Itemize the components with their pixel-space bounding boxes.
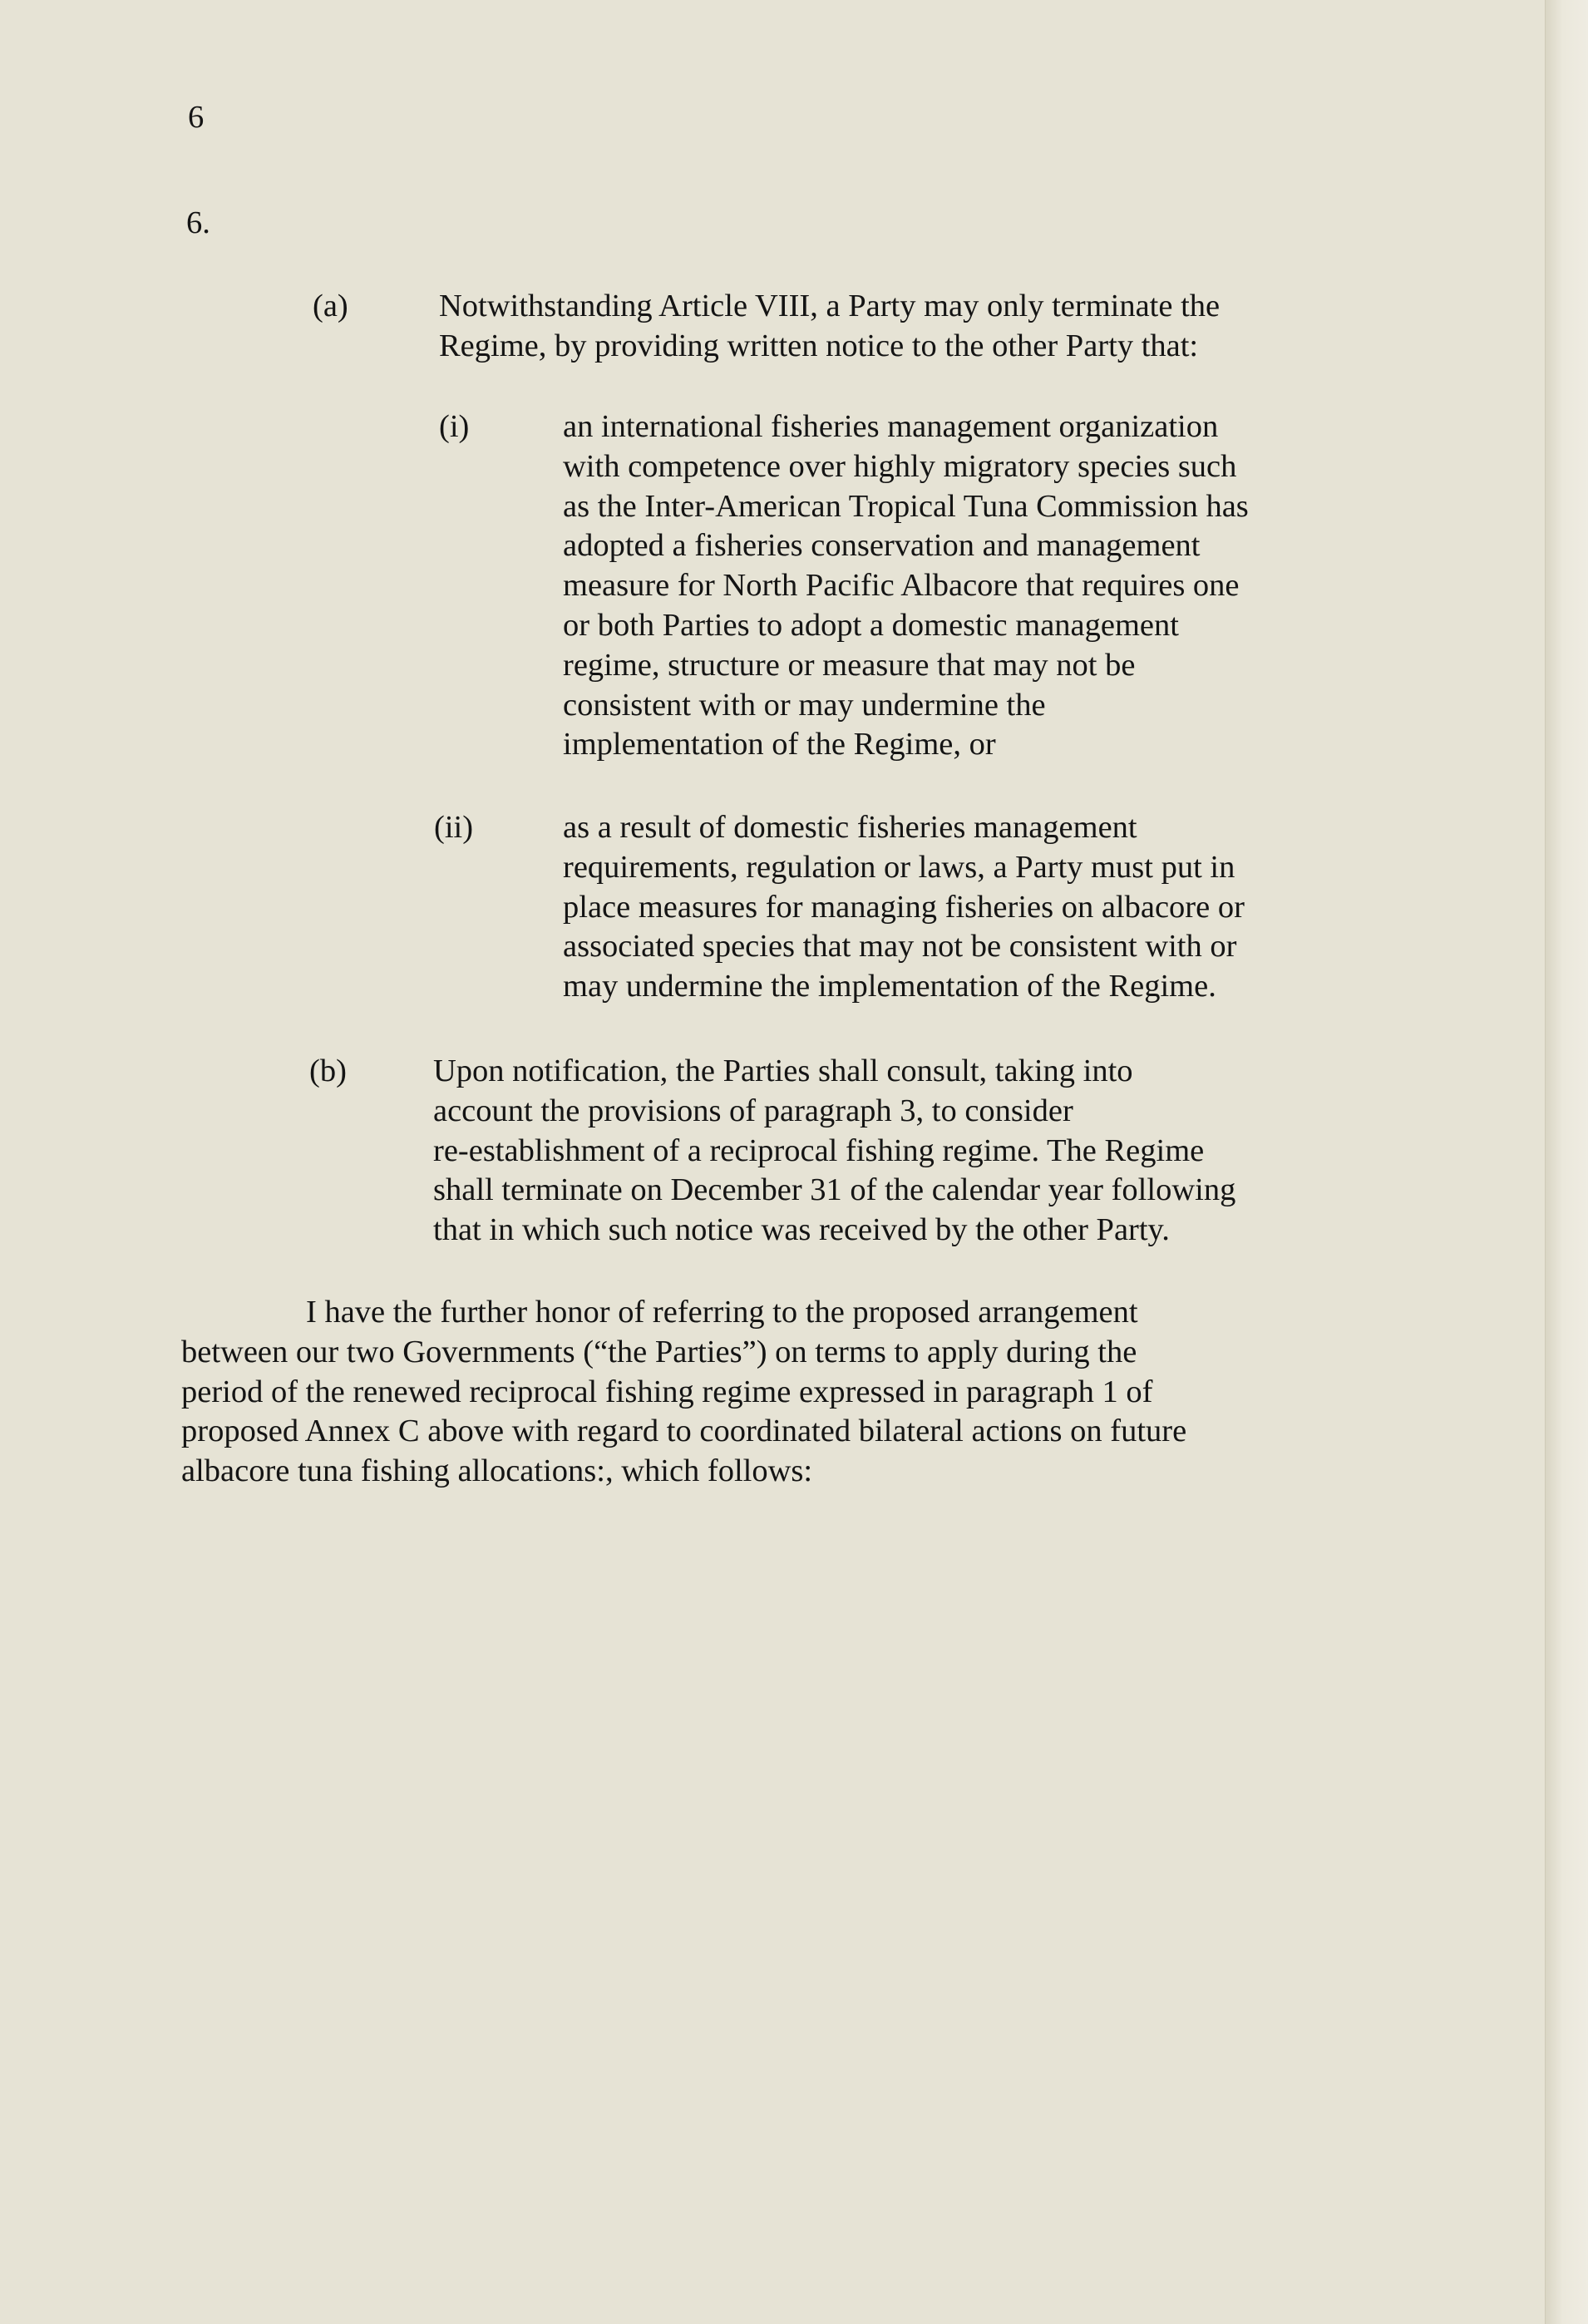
page-number: 6 [188,100,205,135]
item-b-text [433,1052,1235,1251]
text-line: an international fisheries management organization [563,409,1219,444]
section-number: 6. [186,205,210,240]
item-a-text [439,287,1220,367]
item-a-ii-text [563,808,1245,1007]
text-line: regime, structure or measure that may not be [563,647,1136,683]
text-line: may undermine the implementation of the Regime. [563,969,1216,1004]
text-line: re-establishment of a reciprocal fishing regime. The Regime [433,1132,1205,1168]
text-line: Upon notification, the Parties shall consult, taking into [433,1053,1133,1088]
text-line: associated species that may not be consistent with or [563,929,1237,965]
text-line: as a result of domestic fisheries management [563,810,1137,845]
text-line: that in which such notice was received by the other Party. [433,1212,1170,1248]
text-line: proposed Annex C above with regard to coordinated bilateral actions on future [181,1414,1187,1449]
closing-paragraph [181,1293,1186,1492]
text-line: albacore tuna fishing allocations:, which follows: [181,1453,813,1489]
text-line: place measures for managing fisheries on albacore or [563,889,1245,925]
text-line: account the provisions of paragraph 3, to consider [433,1093,1073,1128]
text-line: as the Inter-American Tropical Tuna Commission has [563,488,1249,524]
item-b-label: (b) [309,1053,347,1088]
text-line: consistent with or may undermine the [563,687,1046,723]
text-line: implementation of the Regime, or [563,727,996,762]
text-line: requirements, regulation or laws, a Party must put in [563,849,1235,885]
item-a-i-text [563,407,1249,765]
text-line: with competence over highly migratory species such [563,448,1237,484]
text-line: measure for North Pacific Albacore that requires one [563,568,1240,604]
page-edge [1545,0,1588,2324]
text-line: period of the renewed reciprocal fishing regime expressed in paragraph 1 of [181,1374,1153,1409]
text-line: adopted a fisheries conservation and management [563,528,1201,564]
item-a-label: (a) [313,289,348,323]
text-line: I have the further honor of referring to the proposed arrangement [306,1295,1138,1330]
text-line: between our two Governments (“the Parties”) on terms to apply during the [181,1334,1137,1369]
item-a-ii-label: (ii) [434,810,474,845]
text-line: shall terminate on December 31 of the calendar year following [433,1172,1236,1208]
item-a-i-label: (i) [439,409,470,444]
text-line: Regime, by providing written notice to the other Party that: [439,328,1199,363]
text-line: or both Parties to adopt a domestic management [563,607,1179,643]
text-line: Notwithstanding Article VIII, a Party may only terminate the [439,289,1221,323]
